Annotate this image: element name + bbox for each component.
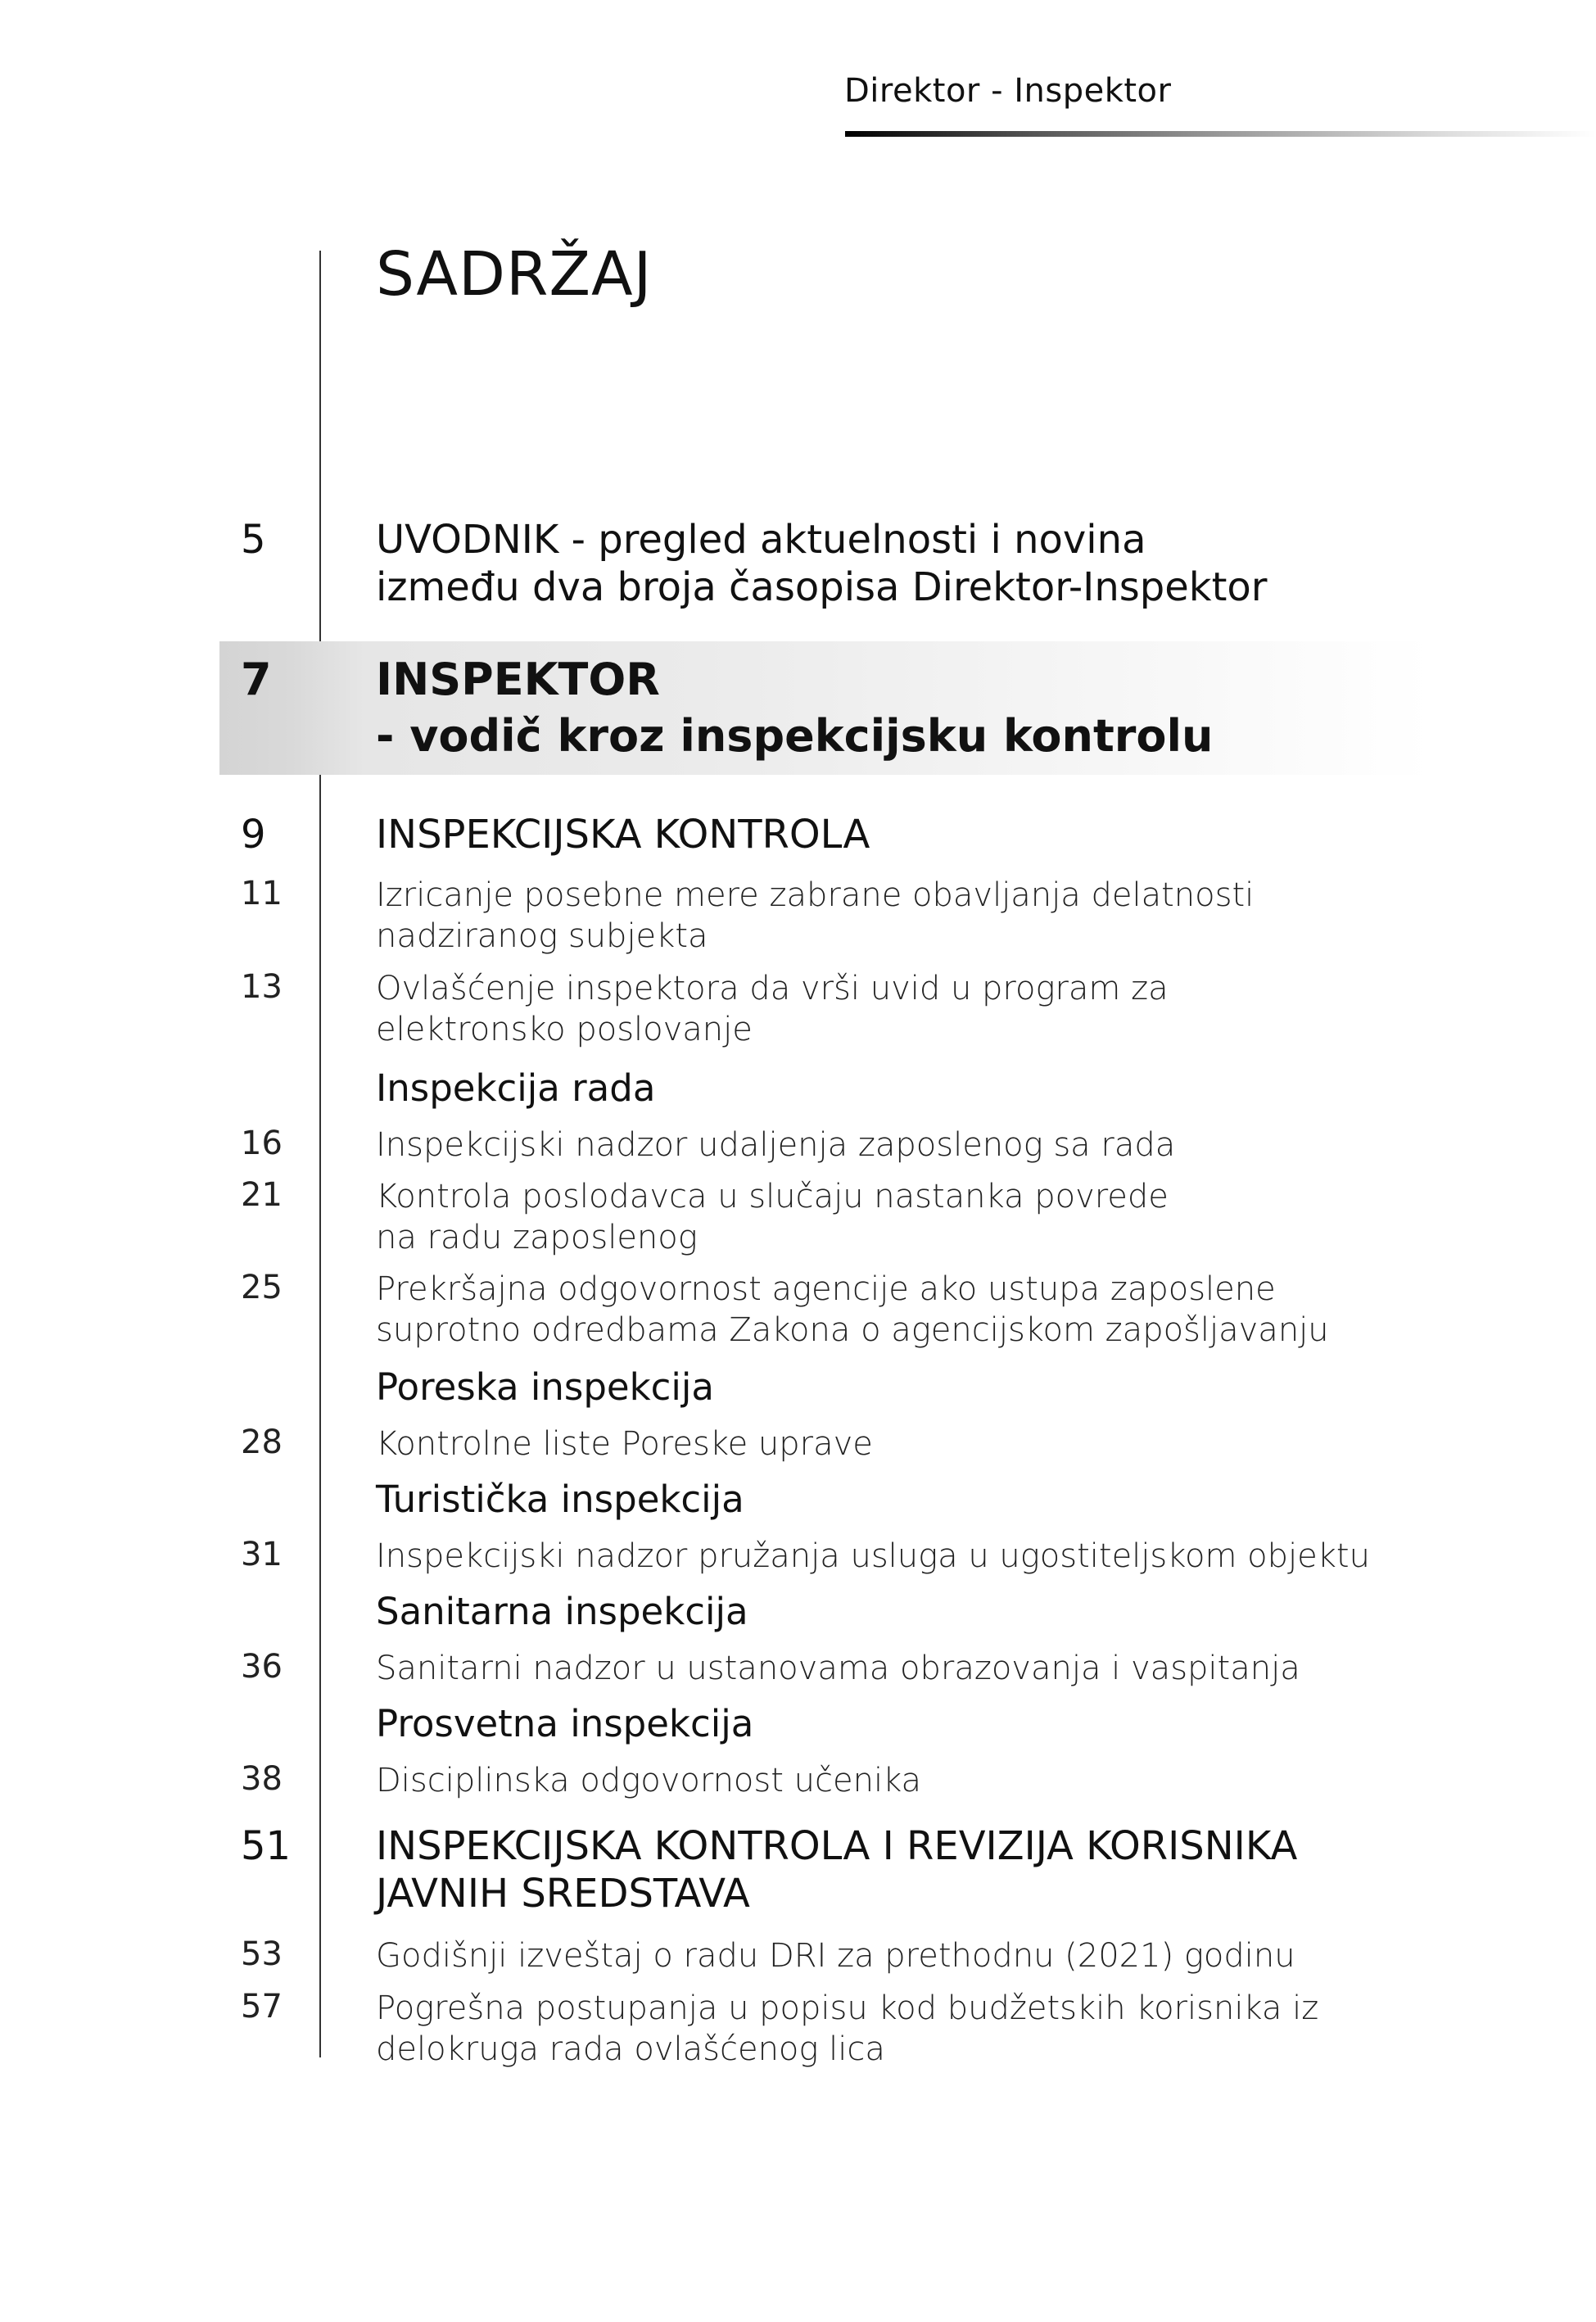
toc-page-number: 36	[241, 1648, 283, 1686]
toc-page-number: 28	[241, 1424, 283, 1461]
toc-entry-title	[376, 1935, 1522, 1976]
toc-entry-line: JAVNIH SREDSTAVA	[376, 1871, 750, 1917]
toc-entry-line: Pogrešna postupanja u popisu kod budžetskih korisnika iz	[376, 1989, 1319, 2027]
vertical-divider-line	[319, 251, 321, 2057]
toc-category-title: Prosvetna inspekcija	[376, 1702, 754, 1745]
toc-category-title: Inspekcija rada	[376, 1066, 656, 1110]
toc-entry-title	[376, 1176, 1522, 1258]
toc-page-number: 21	[241, 1176, 283, 1214]
toc-page-number: 25	[241, 1269, 283, 1306]
toc-page-number: 13	[241, 968, 283, 1006]
toc-entry-title	[376, 1536, 1522, 1577]
toc-entry-line: Kontrolne liste Poreske uprave	[376, 1425, 873, 1463]
toc-entry-title	[376, 968, 1522, 1050]
running-header-title: Direktor - Inspektor	[844, 72, 1172, 110]
toc-category-title: Sanitarna inspekcija	[376, 1590, 748, 1633]
toc-category-title: Turistička inspekcija	[376, 1478, 744, 1521]
toc-entry-line: - vodič kroz inspekcijsku kontrolu	[376, 710, 1214, 762]
toc-entry-line: elektronsko poslovanje	[376, 1011, 753, 1048]
toc-entry-line: Disciplinska odgovornost učenika	[376, 1762, 922, 1799]
toc-entry-title	[376, 811, 1522, 858]
toc-entry-line: nadziranog subjekta	[376, 917, 708, 955]
toc-entry-line: između dva broja časopisa Direktor-Inspektor	[376, 564, 1268, 610]
toc-entry-title	[376, 875, 1522, 957]
toc-entry-line: Ovlašćenje inspektora da vrši uvid u program za	[376, 970, 1169, 1007]
toc-entry-line: Prekršajna odgovornost agencije ako ustupa zaposlene	[376, 1270, 1276, 1308]
toc-entry-line: Inspekcijski nadzor pružanja usluga u ugostiteljskom objektu	[376, 1537, 1370, 1575]
toc-entry-line: UVODNIK - pregled aktuelnosti i novina	[376, 517, 1146, 563]
toc-entry-title	[376, 516, 1522, 611]
toc-entry-line: INSPEKCIJSKA KONTROLA I REVIZIJA KORISNIKA	[376, 1823, 1298, 1869]
toc-page-number: 51	[241, 1823, 292, 1869]
toc-entry-title	[376, 1125, 1522, 1166]
toc-entry-line: Kontrola poslodavca u slučaju nastanka povrede	[376, 1178, 1169, 1215]
toc-page-number: 31	[241, 1536, 283, 1573]
toc-entry-title	[376, 1988, 1522, 2070]
toc-page-number: 5	[241, 517, 266, 563]
toc-category-title: Poreska inspekcija	[376, 1365, 714, 1409]
toc-entry-title	[376, 651, 1522, 764]
toc-page-number: 57	[241, 1988, 283, 2026]
toc-entry-line: INSPEKTOR	[376, 654, 660, 705]
toc-entry-line: suprotno odredbama Zakona o agencijskom zapošljavanju	[376, 1311, 1329, 1349]
toc-page-number: 11	[241, 875, 283, 912]
toc-entry-line: Sanitarni nadzor u ustanovama obrazovanja i vaspitanja	[376, 1650, 1300, 1687]
toc-entry-title	[376, 1424, 1522, 1464]
toc-entry-title	[376, 1648, 1522, 1689]
toc-entry-line: Izricanje posebne mere zabrane obavljanja delatnosti	[376, 876, 1255, 914]
page-title: SADRŽAJ	[376, 239, 653, 310]
toc-entry-line: Inspekcijski nadzor udaljenja zaposlenog sa rada	[376, 1126, 1176, 1164]
toc-page-number: 9	[241, 812, 266, 858]
toc-page-number: 7	[241, 654, 272, 705]
toc-entry-line: INSPEKCIJSKA KONTROLA	[376, 812, 870, 858]
toc-entry-title	[376, 1822, 1522, 1917]
toc-page-number: 38	[241, 1760, 283, 1798]
toc-entry-title	[376, 1760, 1522, 1801]
toc-page-number: 16	[241, 1125, 283, 1162]
toc-entry-line: delokruga rada ovlašćenog lica	[376, 2030, 885, 2068]
toc-entry-line: na radu zaposlenog	[376, 1219, 698, 1256]
toc-entry-line: Godišnji izveštaj o radu DRI za prethodnu (2021) godinu	[376, 1937, 1295, 1975]
toc-entry-title	[376, 1269, 1522, 1351]
header-gradient-rule	[845, 131, 1596, 137]
toc-page-number: 53	[241, 1935, 283, 1973]
